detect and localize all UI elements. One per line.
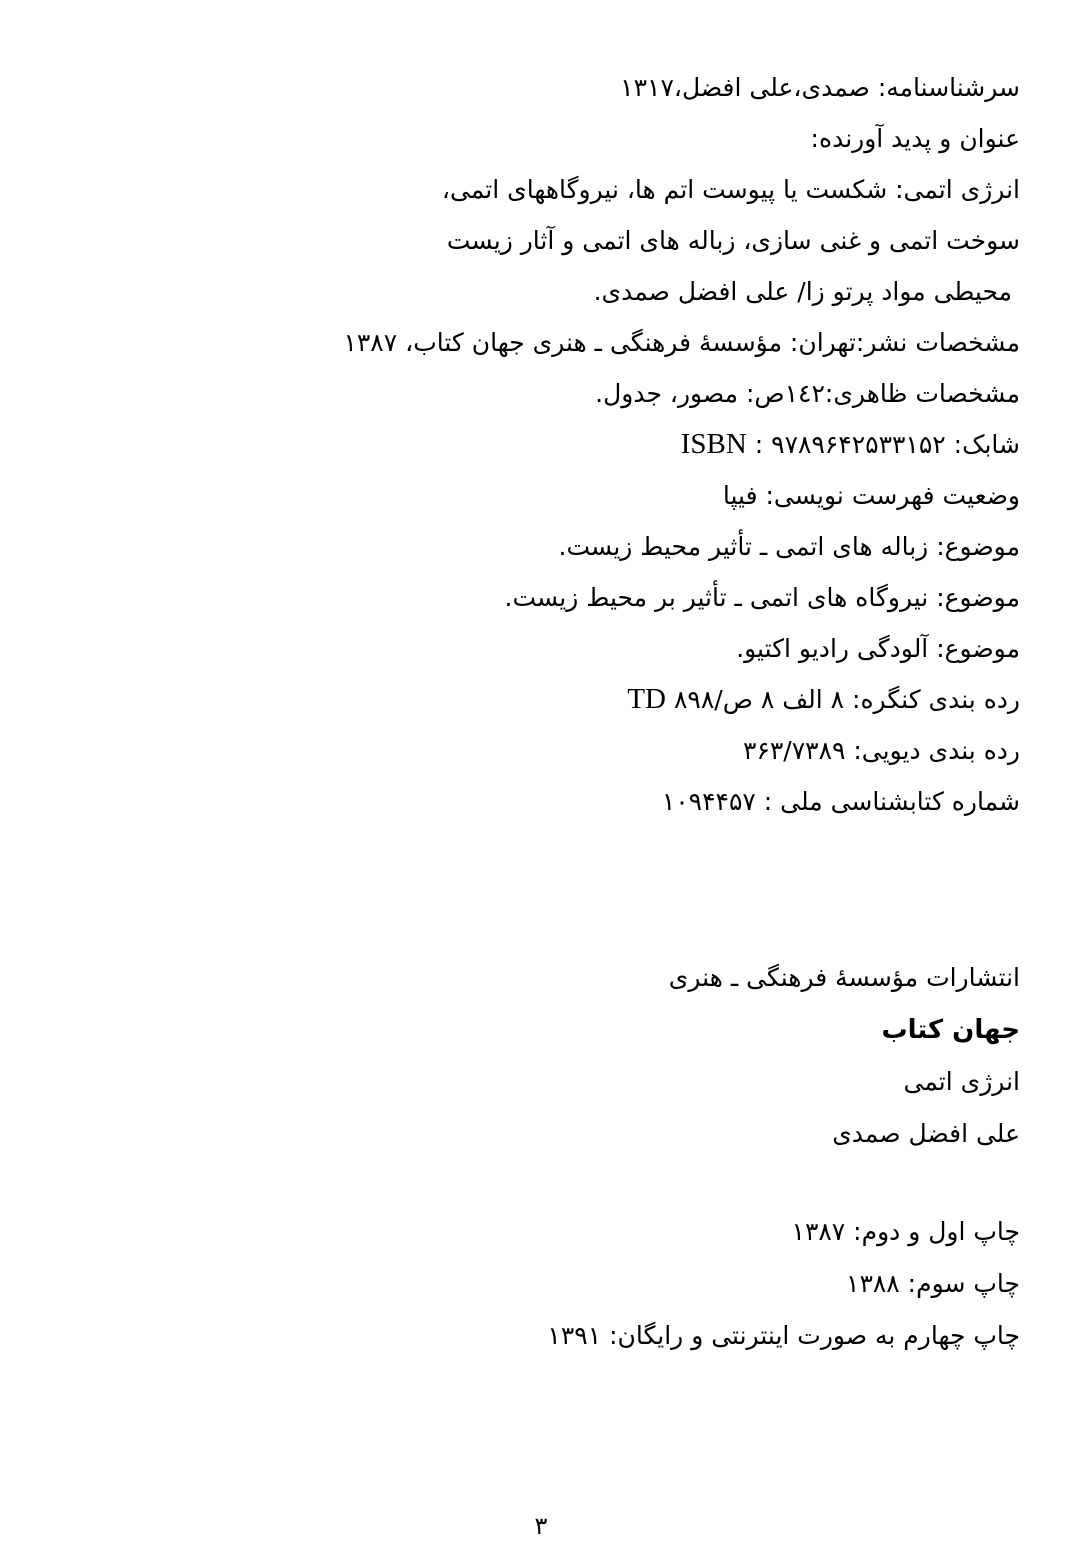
publisher-block — [260, 952, 1020, 1160]
publication-info: مشخصات نشر:تهران: مؤسسهٔ فرهنگی ـ هنری جهان کتاب، ۱۳۸۷ — [343, 328, 1020, 357]
dewey-classification: رده بندی دیویی: ۳۶۳/۷۳۸۹ — [743, 736, 1020, 765]
catalog-heading: سرشناسنامه: صمدی،علی افضل،۱۳۱۷ — [620, 73, 1020, 102]
isbn-latin: ISBN — [680, 428, 747, 460]
author-name: علی افضل صمدی — [832, 1119, 1020, 1148]
publisher-brand: جهان کتاب — [881, 1015, 1020, 1045]
edition-third: چاپ سوم: ۱۳۸۸ — [846, 1269, 1020, 1298]
subject-2: موضوع: نیروگاه های اتمی ـ تأثیر بر محیط زیست. — [504, 583, 1020, 612]
congress-latin: TD — [627, 683, 667, 715]
national-bibliography-number: شماره کتابشناسی ملی : ۱۰۹۴۴۵۷ — [661, 787, 1020, 816]
congress-label: رده بندی کنگره: ۸ الف ۸ ص/۸۹۸ — [666, 685, 1020, 714]
title-label: عنوان و پدید آورنده: — [810, 124, 1020, 153]
title-line-3: محیطی مواد پرتو زا/ علی افضل صمدی. — [593, 277, 1012, 306]
title-line-2: سوخت اتمی و غنی سازی، زباله های اتمی و آثار زیست — [446, 226, 1020, 255]
subject-3: موضوع: آلودگی رادیو اکتیو. — [736, 634, 1020, 663]
title-line-1: انرژی اتمی: شکست یا پیوست اتم ها، نیروگاههای اتمی، — [441, 175, 1020, 204]
cataloging-status: وضعیت فهرست نویسی: فیپا — [722, 481, 1020, 510]
page-number: ۳ — [534, 1512, 548, 1540]
subject-1: موضوع: زباله های اتمی ـ تأثیر محیط زیست. — [558, 532, 1020, 561]
isbn-label: شابک: ۹۷۸۹۶۴۲۵۳۳۱۵۲ : — [746, 430, 1020, 459]
congress-classification — [260, 674, 1020, 725]
isbn-line — [260, 419, 1020, 470]
cataloging-in-publication — [260, 62, 1020, 827]
physical-description: مشخصات ظاهری:۱٤۲ص: مصور، جدول. — [595, 379, 1020, 408]
edition-first-second: چاپ اول و دوم: ۱۳۸۷ — [791, 1217, 1020, 1246]
book-title: انرژی اتمی — [903, 1067, 1020, 1096]
publisher-name: انتشارات مؤسسهٔ فرهنگی ـ هنری — [668, 963, 1020, 992]
edition-fourth: چاپ چهارم به صورت اینترنتی و رایگان: ۱۳۹۱ — [547, 1321, 1020, 1350]
editions-block — [260, 1206, 1020, 1362]
